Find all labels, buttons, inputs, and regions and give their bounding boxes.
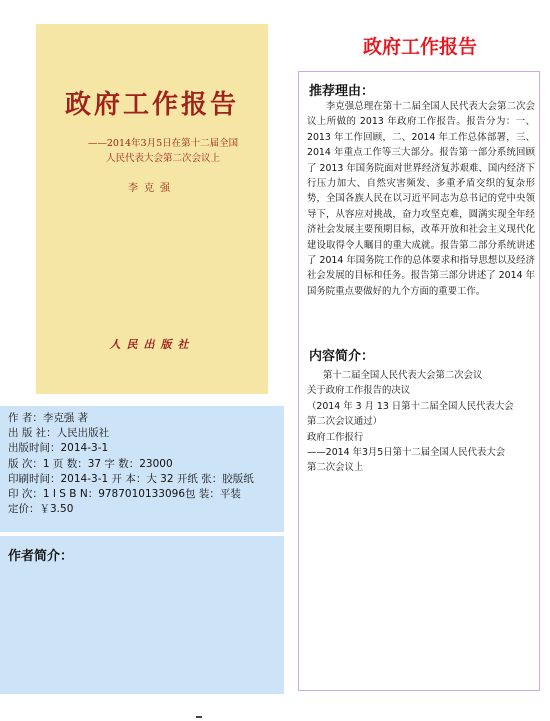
book-info-panel <box>0 406 284 532</box>
book-info-publish-date: 出版时间：2014-3-1 <box>8 442 109 455</box>
cover-author: 李克强 <box>128 183 176 194</box>
cover-publisher-logo: 人民出版社 <box>109 338 195 351</box>
book-info-edition: 版 次：1 页 数：37 字 数：23000 <box>8 457 173 470</box>
summary-line: 第二次会议通过） <box>307 416 383 428</box>
summary-heading: 内容简介： <box>309 349 375 364</box>
book-info-author: 作 者：李克强 著 <box>8 412 89 424</box>
page-title: 政府工作报告 <box>362 36 477 58</box>
footer-mark <box>196 716 202 718</box>
detail-panel <box>298 71 540 691</box>
recommend-heading: 推荐理由： <box>309 84 375 99</box>
cover-title: 政府工作报告 <box>64 90 239 120</box>
summary-line: 关于政府工作报告的决议 <box>307 385 411 397</box>
summary-list <box>307 368 539 476</box>
cover-subtitle <box>76 136 250 166</box>
book-cover-image <box>36 24 268 394</box>
book-info-price: 定价：￥3.50 <box>8 503 74 516</box>
book-info-isbn: 印 次：1 I S B N：9787010133096包 装：平装 <box>8 488 241 501</box>
cover-subtitle-line: ——2014年3月5日在第十二届全国 <box>87 138 239 149</box>
cover-subtitle-line: 人民代表大会第二次会议上 <box>105 153 220 164</box>
author-intro-heading: 作者简介： <box>8 549 74 564</box>
summary-line: 政府工作报行 <box>307 431 364 443</box>
summary-line: （2014 年 3 月 13 日第十二届全国人民代表大会 <box>307 400 514 412</box>
book-info-print: 印刷时间：2014-3-1 开 本：大 32 开纸 张：胶版纸 <box>8 472 254 485</box>
summary-line: ——2014 年3月5日第十二届全国人民代表大会 <box>307 447 506 459</box>
book-info-publisher: 出 版 社：人民出版社 <box>8 427 110 440</box>
summary-line: 第二次会议上 <box>307 462 364 474</box>
author-intro-panel <box>0 536 284 694</box>
summary-line: 第十二届全国人民代表大会第二次会议 <box>323 370 483 381</box>
recommend-text: 李克强总理在第十二届全国人民代表大会第二次会议上所做的 2013 年政府工作报告。报告分为：一、2013 年工作回顾，二、2014 年工作总体部署，三、2014 年重点工作等三大部分。报告第一部分系统回顾了 2013 年国务院面对世界经济复苏艰难、国内经济下行压力加大、自然灾害频发、多重矛盾交织的复杂形势，全国各族人民在以习近平同志为总书记的党中央领导下，从容应对挑战，奋力攻坚克难，圆满实现全年经济社会发展主要预期目标，改革开放和社会主义现代化建设取得令人瞩目的重大成就。报告第二部分系统讲述了 2014 年国务院工作的总体要求和指导思想以及经济社会发展的目标和任务。报告第三部分讲述了 2014 年国务院重点要做好的九个方面的重要工作。 <box>307 101 535 297</box>
book-info-list <box>8 411 254 517</box>
